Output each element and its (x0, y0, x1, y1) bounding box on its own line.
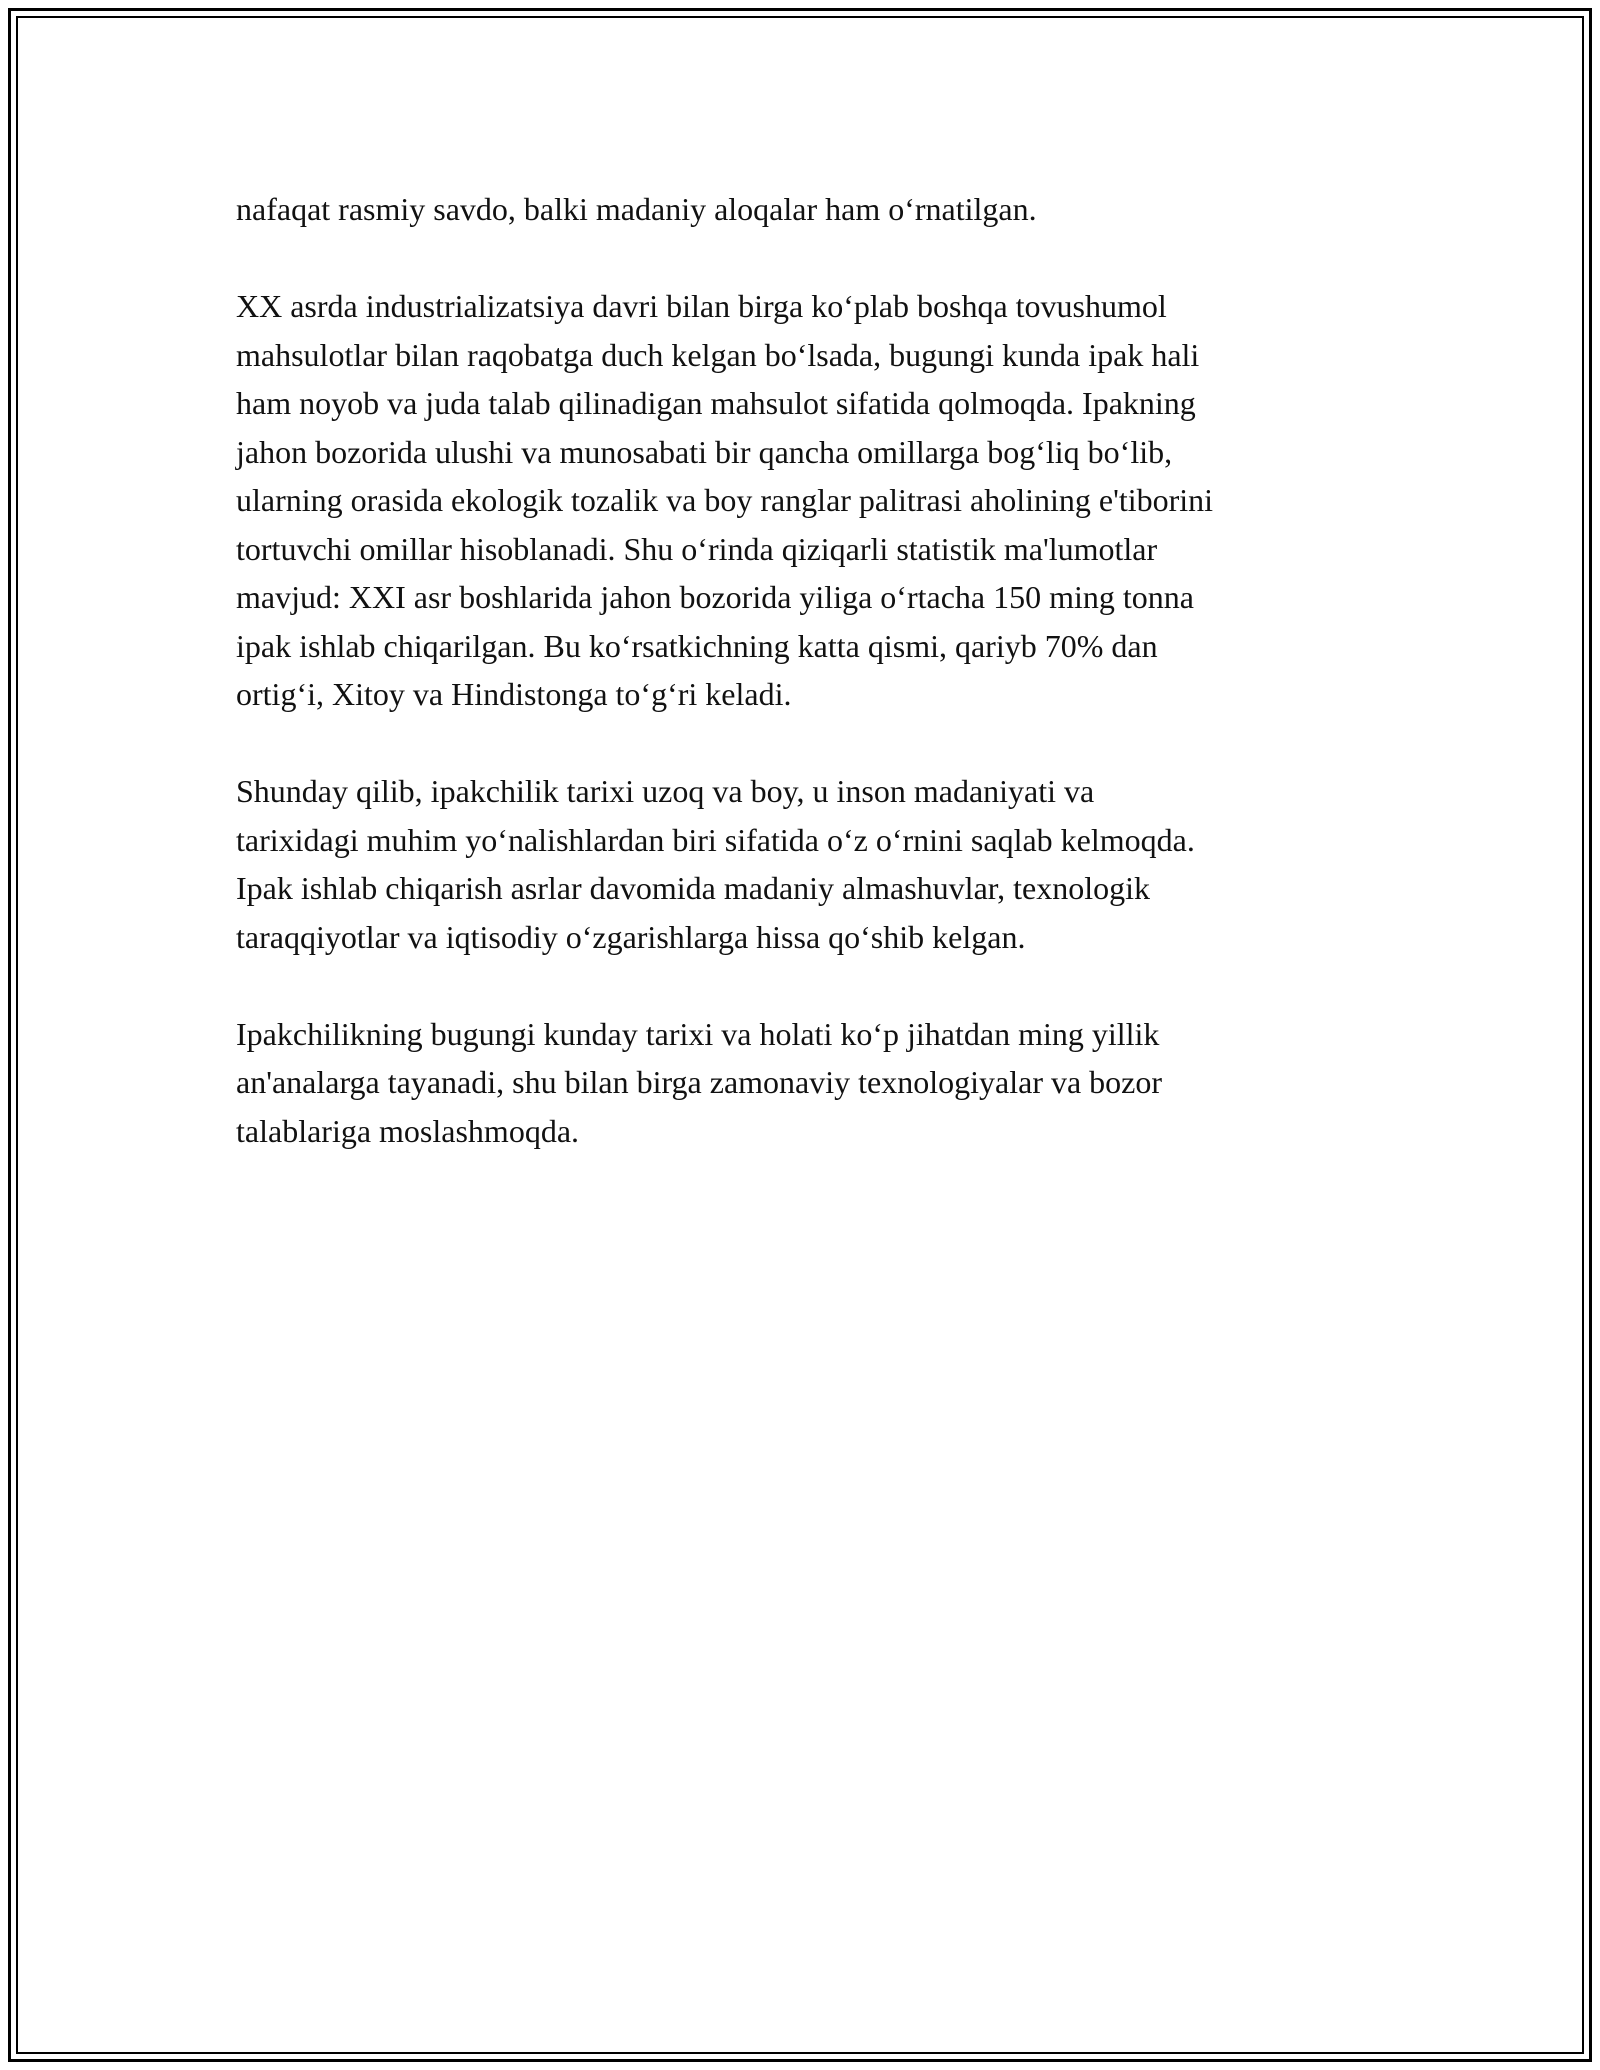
text-line: jahon bozorida ulushi va munosabati bir qancha omillarga bog‘liq bo‘lib, (236, 433, 1173, 470)
text-line: an'analarga tayanadi, shu bilan birga zamonaviy texnologiyalar va bozor (236, 1064, 1163, 1100)
paragraph-2 (236, 282, 1376, 719)
text-line: Ipakchilikning bugungi kunday tarixi va holati ko‘p jihatdan ming yillik (236, 1015, 1160, 1052)
text-line: ortig‘i, Xitoy va Hindistonga to‘g‘ri keladi. (236, 676, 792, 712)
text-line: Ipak ishlab chiqarish asrlar davomida madaniy almashuvlar, texnologik (236, 870, 1151, 906)
text-line: mahsulotlar bilan raqobatga duch kelgan bo‘lsada, bugungi kunda ipak hali (236, 336, 1200, 373)
paragraph-4 (236, 1010, 1376, 1156)
text-line: XX asrda industrializatsiya davri bilan birga ko‘plab boshqa tovushumol (236, 288, 1167, 324)
text-line: ipak ishlab chiqarilgan. Bu ko‘rsatkichning katta qismi, qariyb 70% dan (236, 627, 1158, 664)
text-line: Shunday qilib, ipakchilik tarixi uzoq va boy, u inson madaniyati va (236, 773, 1095, 809)
text-line: tortuvchi omillar hisoblanadi. Shu o‘rinda qiziqarli statistik ma'lumotlar (236, 530, 1158, 567)
text-line: nafaqat rasmiy savdo, balki madaniy aloqalar ham o‘rnatilgan. (236, 191, 1037, 227)
text-line: tarixidagi muhim yo‘nalishlardan biri sifatida o‘z o‘rnini saqlab kelmoqda. (236, 821, 1195, 858)
text-line: mavjud: XXI asr boshlarida jahon bozorida yiliga o‘rtacha 150 ming tonna (236, 579, 1194, 615)
text-line: talablariga moslashmoqda. (236, 1112, 580, 1149)
text-line: taraqqiyotlar va iqtisodiy o‘zgarishlarga hissa qo‘shib kelgan. (236, 918, 1026, 955)
text-line: ularning orasida ekologik tozalik va boy ranglar palitrasi aholining e'tiborini (236, 482, 1214, 518)
paragraph-1 (236, 185, 1376, 234)
document-body (236, 185, 1376, 1204)
paragraph-3 (236, 767, 1376, 961)
text-line: ham noyob va juda talab qilinadigan mahsulot sifatida qolmoqda. Ipakning (236, 385, 1196, 421)
